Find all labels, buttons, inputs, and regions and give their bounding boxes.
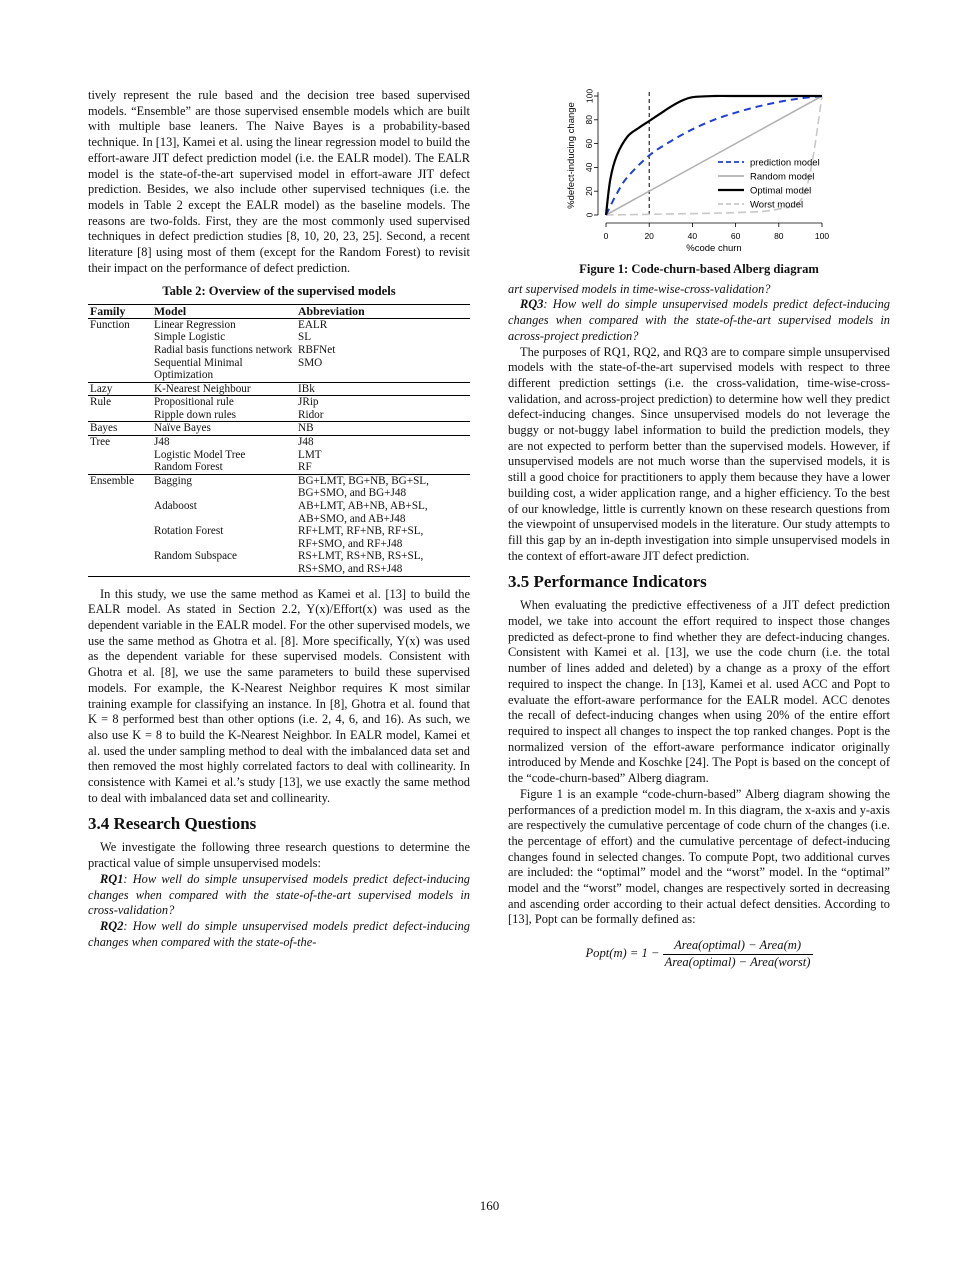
table-row [88,409,470,422]
y-tick-label: 20 [584,186,595,196]
table-cell-family [88,409,152,422]
alberg-diagram-figure [508,88,890,260]
y-tick-label: 0 [584,212,595,218]
table-cell-abbr: JRip [298,396,319,409]
table-cell-family [88,525,152,550]
table-cell-model: Linear Regression [154,318,236,331]
table-row [88,474,470,500]
x-tick-label: 20 [644,231,654,241]
y-tick-label: 60 [584,138,595,149]
table-cell-model: Ripple down rules [152,409,296,422]
table-cell-family [88,461,152,474]
table-cell-family [88,344,152,357]
section-3-5-title: 3.5 Performance Indicators [508,572,707,592]
table-row [88,396,470,409]
table-cell-abbr: IBk [296,382,470,396]
paragraph-alberg-diagram: Figure 1 is an example “code-churn-based” Alberg diagram showing the performances of a prediction model m. In this diagram, the x-axis and y-axis are respectively the cumulative percentage of code churn of the changes (i.e. the percentage of effort) and the cumulative percentage of defect-inducing changes found in selected changes. To compute Popt, two additional curves are included: the “optimal” model and the “worst” model. In the “optimal” model and the “worst” model, changes are respectively sorted in decreasing and ascending order according to their actual defect densities. According to [13], Popt can be formally defined as: [508,786,890,927]
left-column [88,88,470,950]
rq2-text: : How well do simple unsupervised models predict defect-inducing changes when compared with the state-of-the- [88,918,470,949]
table-cell-family: Tree [90,436,111,449]
paragraph-supervised-models: tively represent the rule based and the decision tree based supervised models. “Ensemble” are those supervised ensemble models which are built with multiple base leaners. The Naive Bayes is a probability-based technique. In [13], Kamei et al. using the linear regression model to build the effort-aware JIT defect prediction model (i.e. the EALR model). The EALR model is the state-of-the-art supervised model in effort-aware JIT defect prediction. Besides, we also include other supervised techniques (i.e. the models in Table 2 except the EALR model) as the baseline models. The reasons are two-folds. First, they are the most commonly used supervised techniques in defect prediction studies [8, 10, 20, 23, 25]. Second, a recent literature [8] using most of them (except for the Random Forest) to revisit their impact on the performance of defect prediction. [88,88,470,275]
table-cell-abbr: SMO [296,357,470,383]
table-row [88,382,470,396]
table-cell-abbr: SL [298,331,312,344]
rq2-cont-text: art supervised models in time-wise-cross-validation? [508,281,771,296]
table-cell-model: Radial basis functions network [154,343,293,356]
table-cell-family: Rule [90,396,112,409]
table-cell-model: K-Nearest Neighbour [152,382,296,396]
table-cell-family: Bayes [88,422,152,436]
section-3-4-title: 3.4 Research Questions [88,814,257,834]
table-cell-model: Bagging [154,474,192,487]
rq1-label: RQ1 [100,871,124,886]
paragraph-performance-indicators: When evaluating the predictive effectiveness of a JIT defect prediction model, we take into account the effort required to inspect those changes predicted as defect-prone to find whether they are defect-inducing changes. Consistent with Kamei et al. [13], we use the code churn (i.e. the total number of lines added and deleted) by a change as a proxy of the effort required to inspect the change. In [13], Kamei et al. used ACC and Popt to evaluate the effort-aware performance for the EALR model. ACC denotes the recall of defect-inducing changes when using 20% of the entire effort required to inspect all changes to inspect the top ranked changes. Popt is the normalized version of the effort-aware performance indicator originally introduced by Mende and Koschke [24]. The Popt is based on the concept of the “code-churn-based” Alberg diagram. [508,598,890,786]
table-cell-family: Ensemble [90,474,135,487]
table-header-row [88,305,470,319]
table-cell-abbr: RBFNet [298,343,336,356]
table-cell-abbr: EALR [298,318,328,331]
page-number: 160 [479,1198,500,1213]
table-cell-abbr: RF [296,461,470,474]
table-cell-family [88,357,152,383]
table-cell-abbr: NB [296,422,470,436]
table-row [88,449,470,462]
table-row [88,525,470,550]
formula-denominator: Area(optimal) − Area(worst) [664,954,811,969]
x-tick-label: 60 [730,231,741,241]
y-tick-label: 100 [584,88,595,104]
table-header-family: Family [88,305,152,319]
rq1 [88,872,470,919]
paragraph-research-questions: We investigate the following three research questions to determine the practical value of simple unsupervised models: [88,840,470,871]
legend-label: Optimal model [750,185,812,197]
paragraph-purposes: The purposes of RQ1, RQ2, and RQ3 are to compare simple unsupervised models with the state-of-the-art supervised models with respect to three different prediction settings (i.e. the cross-validation, time-wise-cross-validation, and across-project prediction) to determine how well they predict defect-inducing changes. Since unsupervised models do not leverage the buggy or not-buggy label information to build the prediction models, they are not expected to perform better than the supervised models. However, if unsupervised models are not much worse than the supervised models, it is still a good choice for practitioners to apply them because they have a lower building cost, a wider application range, and a higher efficiency. To the best of our knowledge, little is currently known on these research questions from the viewpoint of unsupervised models in the literature. Our study attempts to fill this gap by an in-depth investigation into simple unsupervised models in the context of effort-aware JIT defect prediction. [508,344,890,563]
table-caption: Table 2: Overview of the supervised models [162,284,396,299]
table-cell-abbr: AB+LMT, AB+NB, AB+SL, AB+SMO, and AB+J48 [298,500,428,525]
table-cell-family: Lazy [88,382,152,396]
table-row [88,331,470,344]
table-cell-model: Adaboost [154,500,197,513]
series-line-random-model [606,96,822,215]
table-header-model: Model [152,305,296,319]
legend-label: prediction model [750,157,820,169]
table-cell-abbr: BG+LMT, BG+NB, BG+SL, BG+SMO, and BG+J48 [298,474,429,500]
table-body [88,318,470,576]
supervised-models-table [88,304,470,576]
table-row [88,500,470,525]
formula-numerator: Area(optimal) − Area(m) [663,938,813,955]
paragraph-ealr-method: In this study, we use the same method as Kamei et al. [13] to build the EALR model. As stated in Section 2.2, Y(x)/Effort(x) was used as the dependent variable in the EALR model. For the other supervised models, we use the same method as Ghotra et al. [8]. More specifically, Y(x) was used as the dependent variable for these supervised models. Consistent with Ghotra et al. [8], we use the same parameters to build these supervised models. For example, the K-Nearest Neighbor requires K most similar training example for classifying an instance. In [8], Ghotra et al. found that K = 8 performed best than other options (i.e. 2, 4, 6, and 16). As such, we also use K = 8 to build the K-Nearest Neighbor. In EALR model, Kamei et al. used the under sampling method to deal with the imbalanced data set and then removed the most highly correlated factors to deal with collinearity. In consistence with Kamei et al.’s study [13], we use exactly the same method to deal with imbalanced data set and collinearity. [88,586,470,805]
x-tick-label: 0 [603,231,609,241]
table-row [88,550,470,576]
table-cell-model: Simple Logistic [154,331,226,344]
rq3-text: : How well do simple unsupervised models predict defect-inducing changes when compared with the state-of-the-art supervised models in across-project prediction? [508,297,890,343]
table-cell-abbr: RS+LMT, RS+NB, RS+SL, RS+SMO, and RS+J48 [296,550,470,576]
legend-label: Random model [750,171,815,183]
x-tick-label: 100 [814,231,830,241]
table-cell-model: Logistic Model Tree [154,448,246,461]
alberg-diagram-chart [508,88,890,260]
rq3-label: RQ3 [520,297,544,312]
table-row [88,318,470,331]
table-row [88,344,470,357]
rq2 [88,919,470,950]
table-cell-model: J48 [154,436,170,449]
rq1-text: : How well do simple unsupervised models predict defect-inducing changes when compared with the state-of-the-art supervised models in cross-validation? [88,871,470,918]
table-cell-family [88,449,152,462]
table-row [88,461,470,474]
table-cell-family [88,331,152,344]
table-cell-abbr: LMT [298,448,322,461]
table-cell-model: Sequential Minimal Optimization [152,357,296,383]
table-cell-family [88,550,152,576]
table-cell-model: Naïve Bayes [152,422,296,436]
legend-label: Worst model [750,199,804,211]
table-cell-model: Rotation Forest [154,525,224,538]
formula-lhs: Popt(m) = 1 − [585,946,660,961]
figure-caption: Figure 1: Code-churn-based Alberg diagram [579,262,819,276]
table-cell-abbr: Ridor [296,409,470,422]
rq2-label: RQ2 [100,918,124,933]
table-cell-family: Function [90,318,130,331]
table-cell-model: Random Subspace [152,550,296,576]
table-cell-family [88,500,152,525]
x-axis-label: %code churn [686,243,742,254]
table-header-abbreviation: Abbreviation [296,305,470,319]
table-row [88,357,470,383]
y-axis-label: %defect-inducing change [566,102,577,209]
x-tick-label: 80 [774,231,784,241]
x-tick-label: 40 [687,231,698,241]
table-cell-abbr: J48 [298,436,314,449]
popt-formula [508,938,890,970]
table-cell-model: Random Forest [152,461,296,474]
table-cell-abbr: RF+LMT, RF+NB, RF+SL, RF+SMO, and RF+J48 [298,525,424,550]
formula-fraction [663,938,813,970]
y-tick-label: 40 [584,162,595,173]
right-column [508,88,890,971]
rq2-continued [508,282,890,298]
table-row [88,422,470,436]
table-cell-model: Propositional rule [154,396,234,409]
y-tick-label: 80 [584,115,595,125]
table-row [88,436,470,449]
rq3 [508,297,890,344]
